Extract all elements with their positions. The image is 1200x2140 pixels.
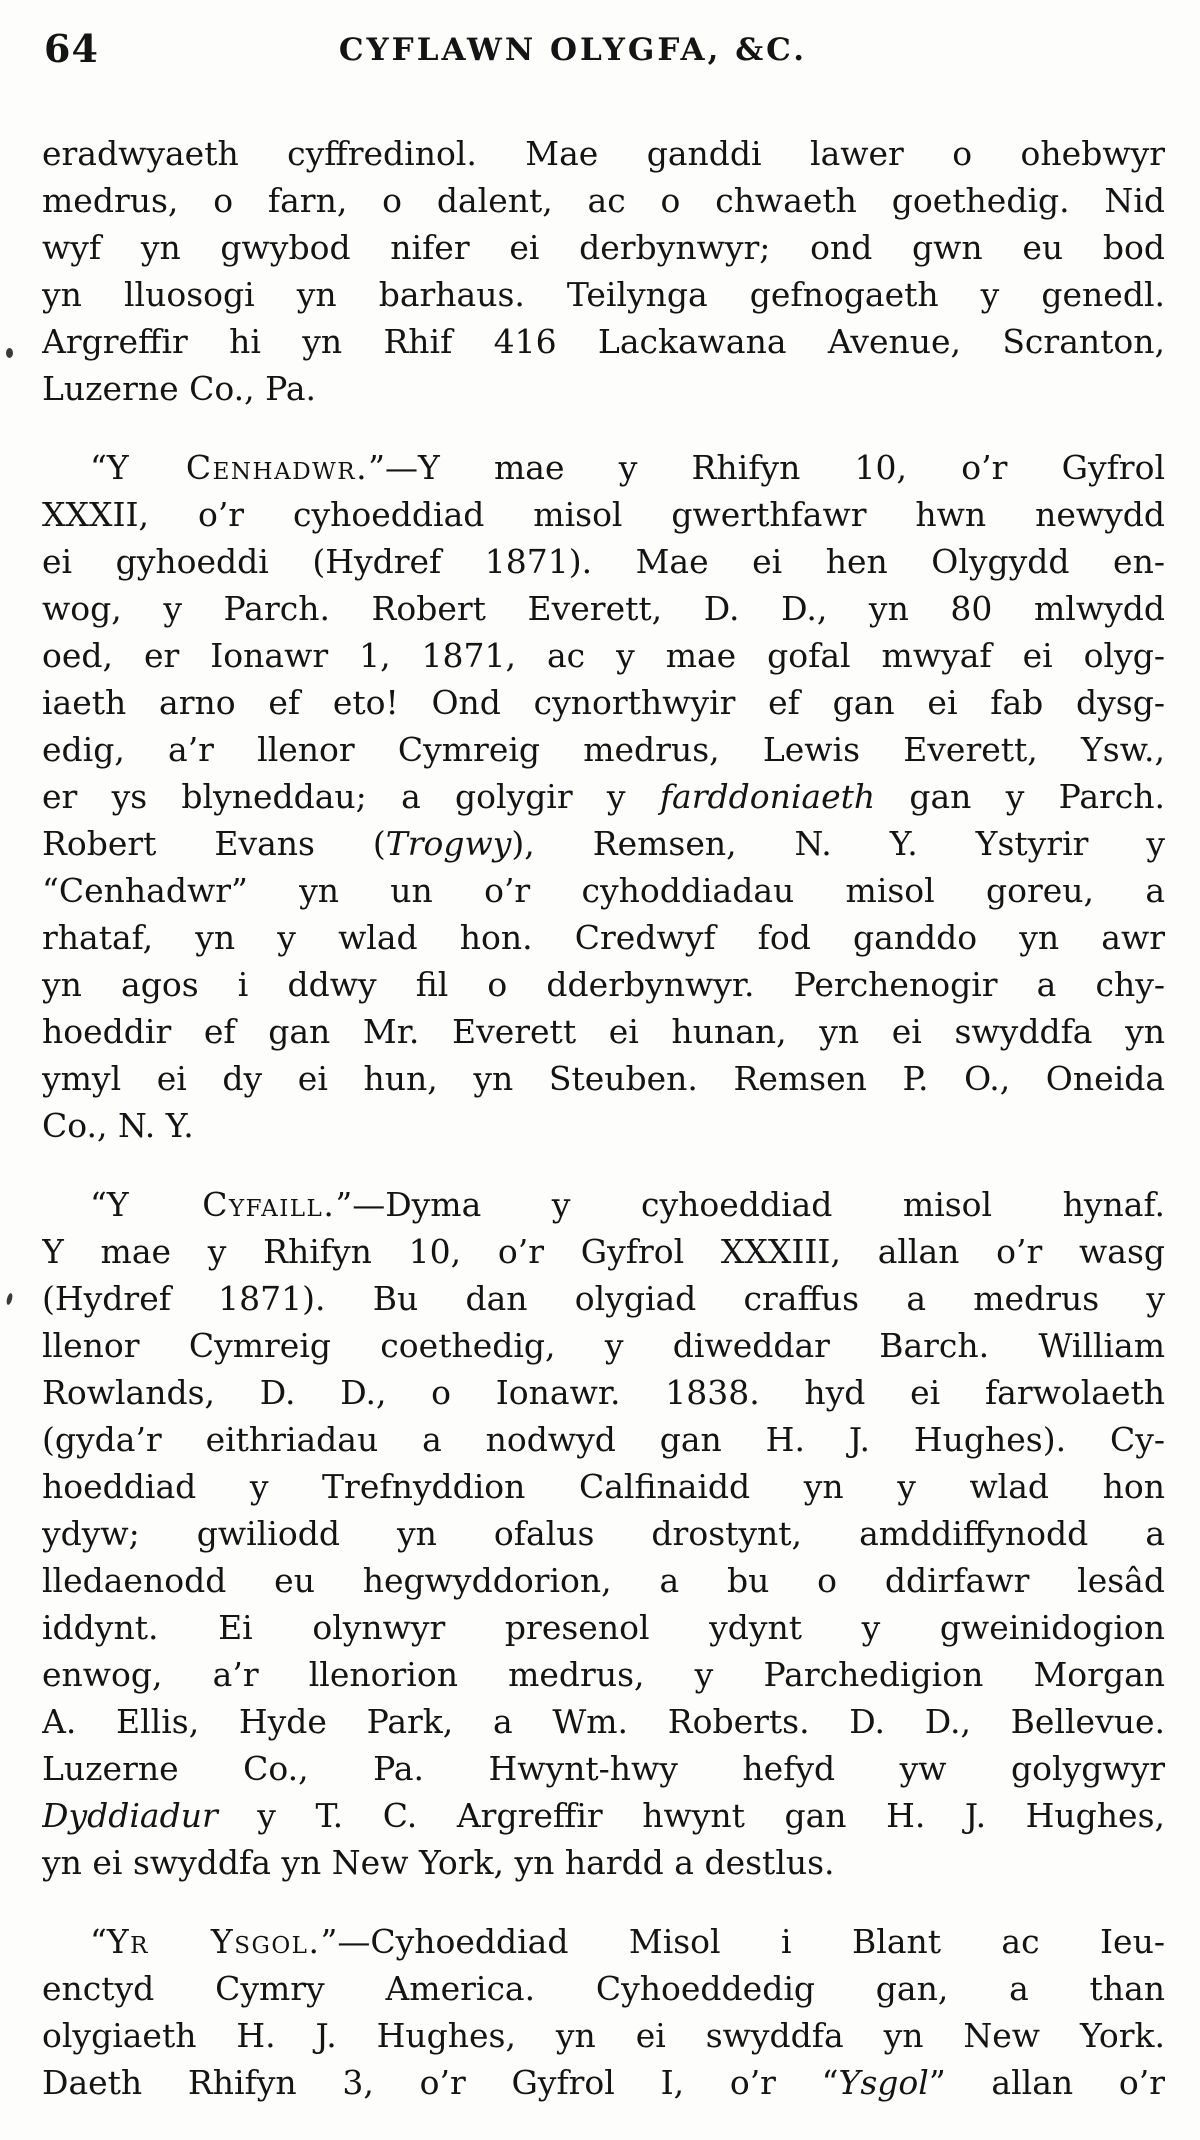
text-segment: ”—Dyma y cyhoeddiad misol hynaf. bbox=[335, 1185, 1165, 1224]
text-line bbox=[42, 224, 1165, 271]
text-line bbox=[42, 914, 1165, 961]
text-line bbox=[42, 1698, 1165, 1745]
text-line bbox=[42, 1965, 1165, 2012]
text-line bbox=[42, 1604, 1165, 1651]
text-segment: Co., N. Y. bbox=[42, 1106, 194, 1145]
paragraph bbox=[42, 130, 1165, 412]
text-segment: XXXII, o’r cyhoeddiad misol gwerthfawr hwn newydd bbox=[42, 495, 1165, 534]
text-segment: olygiaeth H. J. Hughes, yn ei swyddfa yn New York. bbox=[42, 2016, 1165, 2055]
page-number: 64 bbox=[44, 26, 99, 71]
page-body bbox=[0, 130, 1200, 2106]
text-segment: ”—Cyhoeddiad Misol i Blant ac Ieu- bbox=[320, 1922, 1165, 1961]
text-segment: Y mae y Rhifyn 10, o’r Gyfrol XXXIII, allan o’r wasg bbox=[42, 1232, 1165, 1271]
text-segment: enwog, a’r llenorion medrus, y Parchedigion Morgan bbox=[42, 1655, 1165, 1694]
text-segment: “ bbox=[90, 1922, 107, 1961]
text-line bbox=[42, 1369, 1165, 1416]
text-segment: gan y Parch. bbox=[875, 777, 1165, 816]
text-segment: “ bbox=[90, 1185, 107, 1224]
text-segment: wyf yn gwybod nifer ei derbynwyr; ond gwn eu bod bbox=[42, 228, 1165, 267]
text-segment: ymyl ei dy ei hun, yn Steuben. Remsen P. O., Oneida bbox=[42, 1059, 1165, 1098]
text-segment: ”—Y mae y Rhifyn 10, o’r Gyfrol bbox=[368, 448, 1165, 487]
text-line bbox=[42, 1322, 1165, 1369]
text-segment: Luzerne Co., Pa. Hwynt-hwy hefyd yw golygwyr bbox=[42, 1749, 1165, 1788]
paragraph bbox=[42, 1918, 1165, 2106]
text-line bbox=[42, 491, 1165, 538]
text-segment: (gyda’r eithriadau a nodwyd gan H. J. Hughes). Cy- bbox=[42, 1420, 1165, 1459]
text-segment: edig, a’r llenor Cymreig medrus, Lewis Everett, Ysw., bbox=[42, 730, 1165, 769]
text-line bbox=[42, 538, 1165, 585]
text-segment: ” allan o’r bbox=[928, 2063, 1165, 2102]
text-line bbox=[42, 318, 1165, 365]
text-segment: y T. C. Argreffir hwynt gan H. J. Hughes, bbox=[217, 1796, 1165, 1835]
text-line bbox=[42, 820, 1165, 867]
text-line bbox=[42, 1792, 1165, 1839]
text-segment: enctyd Cymry America. Cyhoeddedig gan, a than bbox=[42, 1969, 1165, 2008]
text-segment: Ysgol bbox=[838, 2063, 929, 2102]
text-line bbox=[42, 2012, 1165, 2059]
text-segment: hoeddiad y Trefnyddion Calfinaidd yn y wlad hon bbox=[42, 1467, 1165, 1506]
text-line bbox=[42, 632, 1165, 679]
text-segment: farddoniaeth bbox=[659, 777, 876, 816]
text-segment: Rowlands, D. D., o Ionawr. 1838. hyd ei farwolaeth bbox=[42, 1373, 1165, 1412]
text-segment: yn lluosogi yn barhaus. Teilynga gefnogaeth y genedl. bbox=[42, 275, 1165, 314]
text-segment: Argreffir hi yn Rhif 416 Lackawana Avenue, Scranton, bbox=[42, 322, 1165, 361]
text-line bbox=[42, 1416, 1165, 1463]
text-segment: oed, er Ionawr 1, 1871, ac y mae gofal mwyaf ei olyg- bbox=[42, 636, 1165, 675]
text-line bbox=[42, 1275, 1165, 1322]
text-segment: Daeth Rhifyn 3, o’r Gyfrol I, o’r “ bbox=[42, 2063, 839, 2102]
text-segment: yn agos i ddwy fil o dderbynwyr. Perchenogir a chy- bbox=[42, 965, 1165, 1004]
text-line bbox=[42, 2059, 1165, 2106]
text-line bbox=[42, 961, 1165, 1008]
text-segment: Trogwy bbox=[385, 824, 512, 863]
text-line bbox=[42, 1557, 1165, 1604]
text-line bbox=[42, 585, 1165, 632]
paragraph bbox=[42, 444, 1165, 1149]
running-title: CYFLAWN OLYGFA, &C. bbox=[338, 32, 808, 68]
text-line bbox=[42, 679, 1165, 726]
text-segment: eradwyaeth cyffredinol. Mae ganddi lawer o ohebwyr bbox=[42, 134, 1165, 173]
scan-artifact bbox=[6, 348, 13, 358]
text-segment: ), Remsen, N. Y. Ystyrir y bbox=[511, 824, 1165, 863]
text-line bbox=[42, 1228, 1165, 1275]
text-segment: (Hydref 1871). Bu dan olygiad craffus a medrus y bbox=[42, 1279, 1165, 1318]
paragraph bbox=[42, 1181, 1165, 1886]
text-line bbox=[42, 773, 1165, 820]
text-segment: Y Cyfaill. bbox=[106, 1185, 336, 1224]
text-line bbox=[42, 1008, 1165, 1055]
text-segment: medrus, o farn, o dalent, ac o chwaeth goethedig. Nid bbox=[42, 181, 1165, 220]
text-line bbox=[42, 130, 1165, 177]
text-line bbox=[42, 365, 1165, 412]
text-segment: ydyw; gwiliodd yn ofalus drostynt, amddiffynodd a bbox=[42, 1514, 1165, 1553]
text-segment: iaeth arno ef eto! Ond cynorthwyir ef gan ei fab dysg- bbox=[42, 683, 1165, 722]
text-segment: Luzerne Co., Pa. bbox=[42, 369, 317, 408]
text-segment: hoeddir ef gan Mr. Everett ei hunan, yn ei swyddfa yn bbox=[42, 1012, 1165, 1051]
text-line bbox=[42, 1918, 1165, 1965]
text-segment: iddynt. Ei olynwyr presenol ydynt y gweinidogion bbox=[42, 1608, 1165, 1647]
text-line bbox=[42, 867, 1165, 914]
text-segment: er ys blyneddau; a golygir y bbox=[42, 777, 660, 816]
text-segment: “ bbox=[90, 448, 107, 487]
text-segment: rhataf, yn y wlad hon. Credwyf fod ganddo yn awr bbox=[42, 918, 1165, 957]
text-segment: lledaenodd eu hegwyddorion, a bu o ddirfawr lesâd bbox=[42, 1561, 1165, 1600]
text-line bbox=[42, 1839, 1165, 1886]
text-line bbox=[42, 1463, 1165, 1510]
text-segment: A. Ellis, Hyde Park, a Wm. Roberts. D. D., Bellevue. bbox=[42, 1702, 1165, 1741]
text-segment: Y Cenhadwr. bbox=[106, 448, 369, 487]
text-segment: Yr Ysgol. bbox=[106, 1922, 321, 1961]
text-segment: Dyddiadur bbox=[42, 1796, 218, 1835]
text-line bbox=[42, 1651, 1165, 1698]
text-segment: ei gyhoeddi (Hydref 1871). Mae ei hen Olygydd en- bbox=[42, 542, 1165, 581]
text-segment: wog, y Parch. Robert Everett, D. D., yn 80 mlwydd bbox=[42, 589, 1165, 628]
text-segment: yn ei swyddfa yn New York, yn hardd a destlus. bbox=[42, 1843, 835, 1882]
text-segment: “Cenhadwr” yn un o’r cyhoddiadau misol goreu, a bbox=[42, 871, 1165, 910]
text-line bbox=[42, 1510, 1165, 1557]
text-segment: llenor Cymreig coethedig, y diweddar Barch. William bbox=[42, 1326, 1165, 1365]
text-line bbox=[42, 1745, 1165, 1792]
text-line bbox=[42, 726, 1165, 773]
text-line bbox=[42, 1181, 1165, 1228]
text-line bbox=[42, 177, 1165, 224]
text-line bbox=[42, 1055, 1165, 1102]
text-line bbox=[42, 444, 1165, 491]
text-line bbox=[42, 271, 1165, 318]
text-segment: Robert Evans ( bbox=[42, 824, 386, 863]
page-header bbox=[0, 0, 1200, 90]
text-line bbox=[42, 1102, 1165, 1149]
